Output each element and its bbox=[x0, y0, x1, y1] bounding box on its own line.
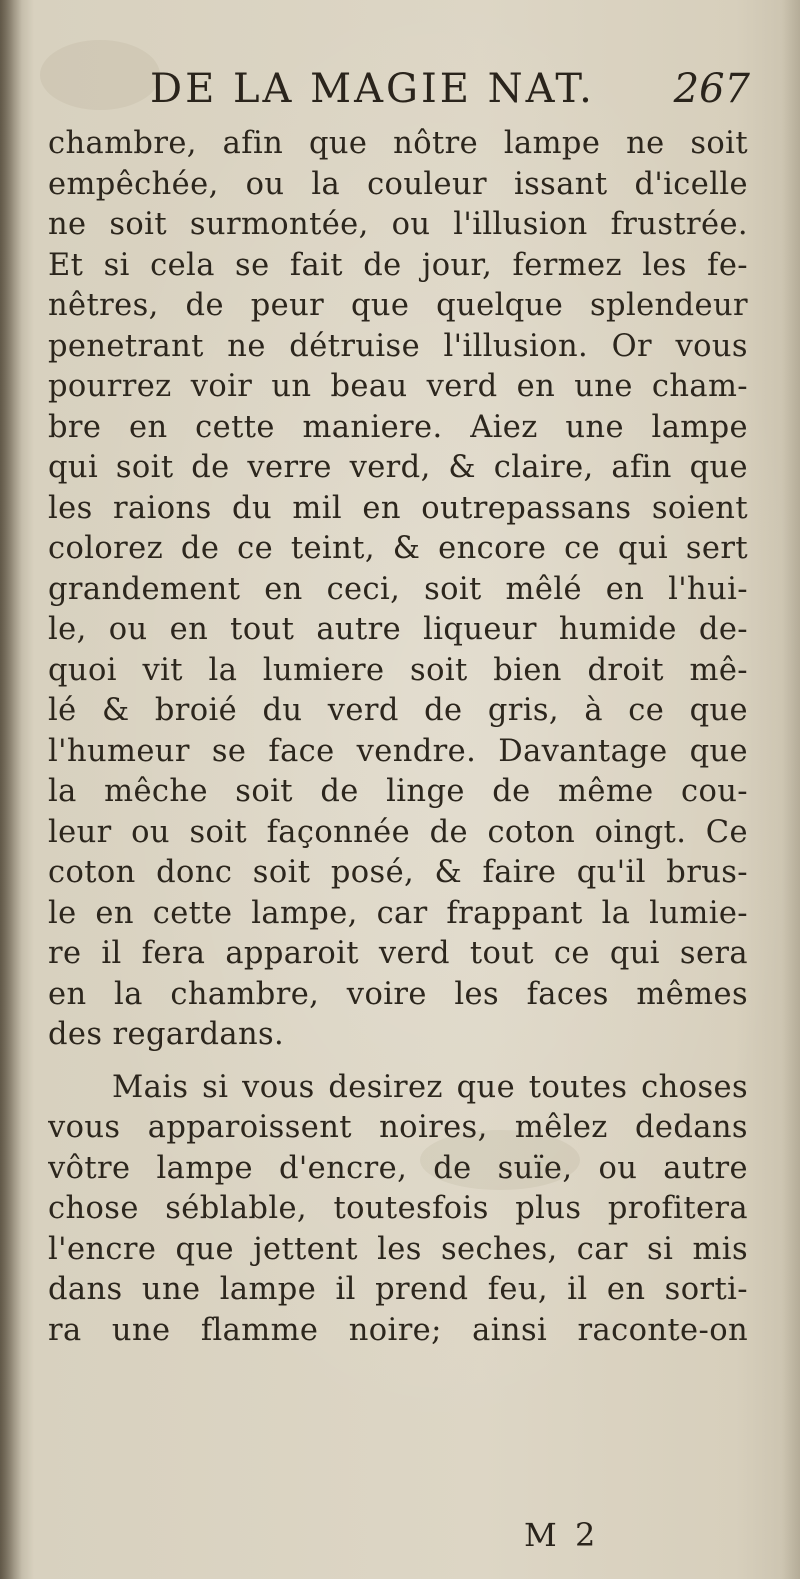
text-line: pourrez voir un beau verd en une cham- bbox=[48, 369, 748, 404]
paragraph bbox=[48, 1068, 748, 1352]
text-line: bre en cette maniere. Aiez une lampe bbox=[48, 409, 748, 445]
text-line: lé & broié du verd de gris, à ce que bbox=[48, 693, 748, 728]
text-line: les raions du mil en outrepassans soient bbox=[48, 490, 748, 526]
paragraph-gap bbox=[48, 1056, 748, 1068]
text-line: chose séblable, toutesfois plus profitera bbox=[48, 1191, 748, 1226]
text-line: l'encre que jettent les seches, car si mis bbox=[48, 1231, 748, 1267]
text-line: la mêche soit de linge de même cou- bbox=[48, 774, 748, 809]
running-head: DE LA MAGIE NAT. bbox=[150, 66, 595, 112]
page-header bbox=[150, 66, 760, 122]
text-line: vôtre lampe d'encre, de suïe, ou autre bbox=[48, 1150, 748, 1186]
text-line: Et si cela se fait de jour, fermez les fe- bbox=[48, 247, 748, 283]
text-line: le, ou en tout autre liqueur humide de- bbox=[48, 612, 748, 647]
text-line: l'humeur se face vendre. Davantage que bbox=[48, 733, 748, 769]
text-line: nêtres, de peur que quelque splendeur bbox=[48, 288, 748, 323]
text-line: qui soit de verre verd, & claire, afin que bbox=[48, 450, 748, 485]
paper-stain bbox=[40, 40, 160, 110]
text-line: des regardans. bbox=[48, 1017, 285, 1052]
text-line: vous apparoissent noires, mêlez dedans bbox=[48, 1110, 748, 1145]
text-line: leur ou soit façonnée de coton oingt. Ce bbox=[48, 814, 748, 850]
text-line: ne soit surmontée, ou l'illusion frustrée. bbox=[48, 207, 748, 242]
text-line: quoi vit la lumiere soit bien droit mê- bbox=[48, 652, 748, 688]
page-edge bbox=[782, 0, 800, 1579]
text-line: colorez de ce teint, & encore ce qui sert bbox=[48, 531, 748, 566]
text-line: le en cette lampe, car frappant la lumie- bbox=[48, 895, 748, 931]
body-text bbox=[48, 124, 748, 1351]
text-line: coton donc soit posé, & faire qu'il brus- bbox=[48, 855, 748, 890]
text-line: penetrant ne détruise l'illusion. Or vous bbox=[48, 328, 748, 364]
text-line: ra une flamme noire; ainsi raconte-on bbox=[48, 1312, 748, 1348]
paragraph bbox=[48, 124, 748, 1056]
text-line: en la chambre, voire les faces mêmes bbox=[48, 976, 748, 1012]
text-line: re il fera apparoit verd tout ce qui sera bbox=[48, 936, 748, 971]
text-line: chambre, afin que nôtre lampe ne soit bbox=[48, 126, 748, 161]
text-line: grandement en ceci, soit mêlé en l'hui- bbox=[48, 571, 748, 607]
text-line: dans une lampe il prend feu, il en sorti- bbox=[48, 1272, 748, 1307]
page-number: 267 bbox=[673, 66, 750, 112]
signature-mark: M 2 bbox=[524, 1516, 600, 1554]
text-line: Mais si vous desirez que toutes choses bbox=[112, 1069, 748, 1105]
gutter-shadow bbox=[0, 0, 22, 1579]
text-line: empêchée, ou la couleur issant d'icelle bbox=[48, 166, 748, 202]
